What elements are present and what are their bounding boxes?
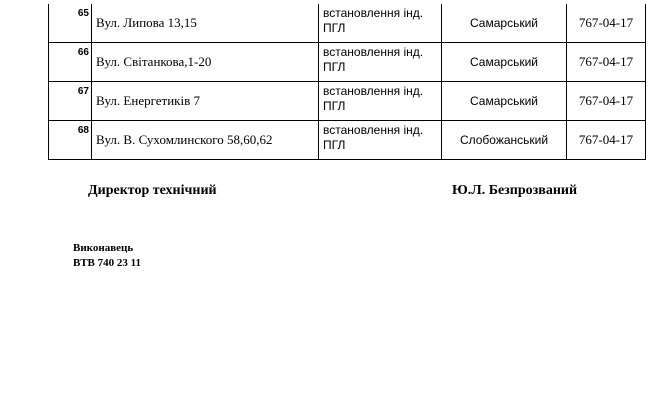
table-row xyxy=(49,43,646,82)
row-number: 65 xyxy=(49,4,92,43)
address-cell: Вул. Липова 13,15 xyxy=(92,4,319,43)
district-cell: Самарський xyxy=(442,4,567,43)
work-type-cell xyxy=(319,4,442,43)
work-type-line2: ПГЛ xyxy=(323,21,346,35)
executor-label: Виконавець xyxy=(73,242,134,254)
work-type-line1: встановлення інд. xyxy=(323,123,424,137)
phone-cell: 767-04-17 xyxy=(567,43,646,82)
signature-name: Ю.Л. Безпрозваний xyxy=(452,183,578,198)
executor-block xyxy=(73,241,141,271)
work-type-line2: ПГЛ xyxy=(323,60,346,74)
work-type-line2: ПГЛ xyxy=(323,138,346,152)
work-type-line1: встановлення інд. xyxy=(323,6,424,20)
address-cell: Вул. Світанкова,1-20 xyxy=(92,43,319,82)
work-type-line1: встановлення інд. xyxy=(323,84,424,98)
district-cell: Самарський xyxy=(442,82,567,121)
phone-cell: 767-04-17 xyxy=(567,82,646,121)
work-type-cell xyxy=(319,43,442,82)
work-type-cell xyxy=(319,82,442,121)
work-type-line2: ПГЛ xyxy=(323,99,346,113)
work-type-line1: встановлення інд. xyxy=(323,45,424,59)
row-number: 67 xyxy=(49,82,92,121)
row-number: 66 xyxy=(49,43,92,82)
address-cell: Вул. Енергетиків 7 xyxy=(92,82,319,121)
row-number: 68 xyxy=(49,121,92,160)
executor-phone: ВТВ 740 23 11 xyxy=(73,257,142,269)
signature-title: Директор технічний xyxy=(88,183,217,198)
address-cell: Вул. В. Сухомлинского 58,60,62 xyxy=(92,121,319,160)
district-cell: Слобожанський xyxy=(442,121,567,160)
phone-cell: 767-04-17 xyxy=(567,121,646,160)
table-row xyxy=(49,121,646,160)
phone-cell: 767-04-17 xyxy=(567,4,646,43)
table-row xyxy=(49,4,646,43)
work-type-cell xyxy=(319,121,442,160)
table-row xyxy=(49,82,646,121)
district-cell: Самарський xyxy=(442,43,567,82)
works-table xyxy=(48,4,646,160)
